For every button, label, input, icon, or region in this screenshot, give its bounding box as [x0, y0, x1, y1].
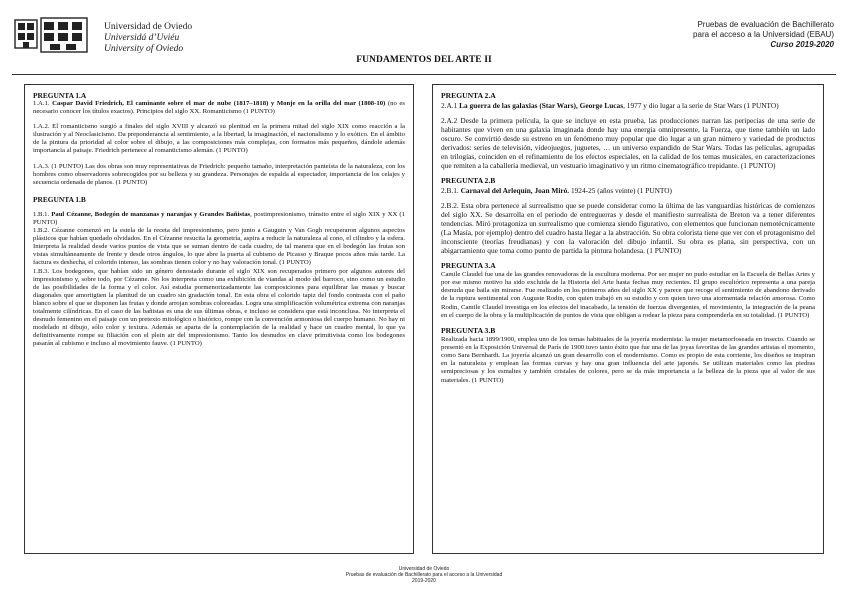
university-name-ast: Universidá d’Uviéu	[104, 33, 180, 43]
exam-info	[693, 20, 834, 50]
question-3a-heading: PREGUNTA 3.A	[441, 261, 496, 271]
header-divider	[12, 74, 836, 75]
question-1a-heading: PREGUNTA 1.A	[33, 91, 87, 100]
exam-course: Curso 2019-2020	[770, 40, 834, 49]
footer-line-2: Pruebas de evaluación de Bachillerato para el acceso a la Universidad	[345, 572, 503, 579]
question-2a-heading: PREGUNTA 2.A	[441, 91, 496, 100]
left-answer-box	[24, 84, 414, 554]
answer-1b-3: 1.B.3. Los bodegones, que habían sido un género denostado durante el siglo XIX son recuperados primero por algunos autores del impresionismo y, sobre todo, por Cézanne. No los interpreta como una exhibición de viandas al modo del barroco, sino como un estudio de las posibilidades de la forma y el color. Así estudia pormenorizadamente las composiciones para equilibrar las masas y buscar diagonales que amortigüen la planitud de un cuadro sin gradación tonal. En esta obra el colorido tapiz del fondo contrasta con el paño blanco sobre el que se disponen las frutas y donde arrojan sombras coloreadas. Logra una simplificación volumétrica extrema con naranjas totalmente cilíndricas. En el caso de las bañistas es una de sus últimas obras, e incluso se considera que está inconclusa. No interpreta el desnudo femenino en el paisaje con un pretexto mitológico o histórico, rompe con la convención armoniosa del cuerpo humano. No hay ni modelado ni dibujo, sólo color y textura. Además se aparta de la contemplación de la realidad y hace un cuadro mental, lo que ya definitivamente rompe su filiación con el plein air del impresionismo. Tanto los desnudos en clave primitivista como los bodegones pasarán al cubismo e incluso al movimiento fauve. (1 PUNTO)	[33, 267, 405, 348]
footer-line-1: Universidad de Oviedo	[398, 566, 450, 572]
answer-2a-1: 2.A.1 La guerra de las galaxias (Star Wars), George Lucas, 1977 y dio lugar a la serie de Star Wars (1 PUNTO)	[441, 100, 779, 110]
page-title: FUNDAMENTOS DEL ARTE II	[356, 55, 492, 65]
right-answer-box	[432, 84, 824, 554]
question-2b-heading: PREGUNTA 2.B	[441, 176, 496, 186]
answer-3b: Realizada hacia 1899/1900, emplea uno de los temas habituales de la joyería modernista: la mujer metamorfoseada en insecto. Cuando se presentó en la Exposición Universal de París de 1900 tuvo tanto éxito que fue una de las joyas favoritas de las grandes artistas el momento, como Sara Bernhardt. La joyería alcanzó un gran desarrollo con el modernismo. Como es propio de esta corriente, los diseños se inspiran en la naturaleza y emplean las formas curvas y hay una gran influencia del arte japonés. Se utilizan materiales como las piedras semipreciosas y los esmaltes y también cristales de colores, pero se da más importancia a la belleza de la pieza que al valor de sus materiales. (1 PUNTO)	[441, 335, 815, 384]
university-name-es: Universidad de Oviedo	[104, 22, 193, 32]
university-crest-logo	[14, 16, 90, 56]
university-name-en: University of Oviedo	[104, 44, 184, 54]
answer-3a: Camile Claudel fue una de las grandes renovadoras de la escultura moderna. Por ser mujer no pudo estudiar en la Escuela de Bellas Artes y por ese mismo motivo ha sido excluida de la Historia del Arte hasta fechas muy recientes. El grupo escultórico representa a una pareja desnuda que baila sin mirarse. Fue realizado en los primeros años del siglo XX y parece que recoge el sentimiento de abandono derivado de la ruptura sentimental con Auguste Rodin, con quien trabajó en su estudio y con quien tuvo una atormentada relación amorosa. Como Rodin, Camile Claudel investiga en los efectos del inacabado, la tensión de fuerzas divergentes, el movimiento, la integración de la peana en el cuerpo de la obra y la multiplicación de puntos de vista que obligan a rodear la pieza para comprenderla en su totalidad. (1 PUNTO)	[441, 270, 815, 319]
answer-2a-2: 2.A.2 Desde la primera película, la que se incluye en esta prueba, las producciones narran las peripecias de una serie de habitantes que viven en una galaxia imaginada donde hay una energía omnipresente, la Fuerza, que tiene también un lado oscuro. Se convirtió desde su estreno en un fenómeno muy popular que dio lugar a un gran número y variedad de productos derivados: series de televisión, videojuegos, juguetes, … un universo expandido de Star Wars. Todas las películas, agrupadas en trilogías, coinciden en el refinamiento de los efectos especiales, en la calidad de los temas musicales, en caracterizaciones que remiten a la caballería medieval, un vestuario imaginativo y un ritmo cinematográfico trepidante. (1 PUNTO)	[441, 115, 815, 171]
answer-2b-1: 2.B.1. Carnaval del Arlequín, Joan Miró. 1924-25 (años veinte) (1 PUNTO)	[441, 185, 672, 195]
exam-line-2: para el acceso a la Universidad (EBAU)	[693, 30, 834, 39]
exam-line-1: Pruebas de evaluación de Bachillerato	[697, 20, 834, 29]
answer-1b-1: 1.B.1. Paul Cézanne, Bodegón de manzanas y naranjas y Grandes Bañistas, postimpresionismo, tránsito entre el siglo XIX y XX (1 PUNTO)	[33, 210, 405, 226]
page-footer	[0, 566, 848, 585]
answer-1a-2: 1.A.2. El romanticismo surgió a finales del siglo XVIII y alcanzó su plenitud en la primera mitad del siglo XIX como reacción a la ilustración y al Neoclasicismo. Da preponderancia al sentimiento, a la libertad, la imaginación, el nacionalismo y lo exótico. En el ámbito de la pintura da prioridad al color sobre el dibujo, a las composiciones más complejas, con formatos más pequeños, dándole además importancia al paisaje. Friedrich pertenece al romanticismo alemán. (1 PUNTO)	[33, 123, 405, 155]
question-1b-heading: PREGUNTA 1.B	[33, 194, 86, 204]
footer-line-3: 2019-2020	[412, 578, 436, 585]
university-name-block	[104, 22, 192, 55]
question-3b-heading: PREGUNTA 3.B	[441, 326, 496, 336]
answer-2b-2: 2.B.2. Esta obra pertenece al surrealismo que se puede considerar como la última de las vanguardias históricas de comienzos del siglo XX. Se desarrolla en el periodo de entreguerras y desde el manifiesto surrealista de Breton va a tener diferentes tendencias. Miró protagoniza un surrealismo que comienza siendo figurativo, con elementos que funcionan nemotécnicamente (La Masía, por ejemplo) dentro del cuadro hasta llegar a la abstracción. Su obra colorista tiene que ver con el protagonismo del inconsciente (teorías freudianas) y con la valoración del dibujo infantil. Su obra es plana, sin perspectiva, con un abigarramiento que toma como punto de partida la pintura holandesa. (1 PUNTO)	[441, 200, 815, 256]
answer-1a-3: 1.A.3. (1 PUNTO) Las dos obras son muy representativas de Friedrich: pequeño tamaño, interpretación panteísta de la naturaleza, con los hombres como observadores sobrecogidos por su belleza y su grandeza. Personajes de espalda al espectador, importancia de los celajes y secuencia ordenada de planos. (1 PUNTO)	[33, 162, 405, 186]
answer-1b-2: 1.B.2. Cézanne comenzó en la estela de la receta del impresionismo, pero junto a Gauguin y Van Gogh recuperaron algunos aspectos plásticos que habían quedado olvidados. En el Cézanne resucita la geometría, aspira a reducir la naturaleza al cono, el cilindro y la esfera. Interpreta la realidad desde varios puntos de vista que se suman dentro de cada cuadro, de tal manera que en el bodegón las frutas son vistas simultáneamente de frente y desde otros ángulos, lo que abre la puerta al cubismo de Picasso y Braque pocos años más tarde. La factura es deshecha, el colorido intenso, las sombras tienen color y no hay valoración tonal. (1 PUNTO)	[33, 227, 405, 267]
answer-1a-1: 1.A.1. Caspar David Friedrich, El caminante sobre el mar de nube (1817–1818) y Monje en la orilla del mar (1808-10) (no es necesario conocer los títulos exactos). Principios del siglo XX. Romanticismo (1 PUNTO)	[33, 100, 405, 116]
